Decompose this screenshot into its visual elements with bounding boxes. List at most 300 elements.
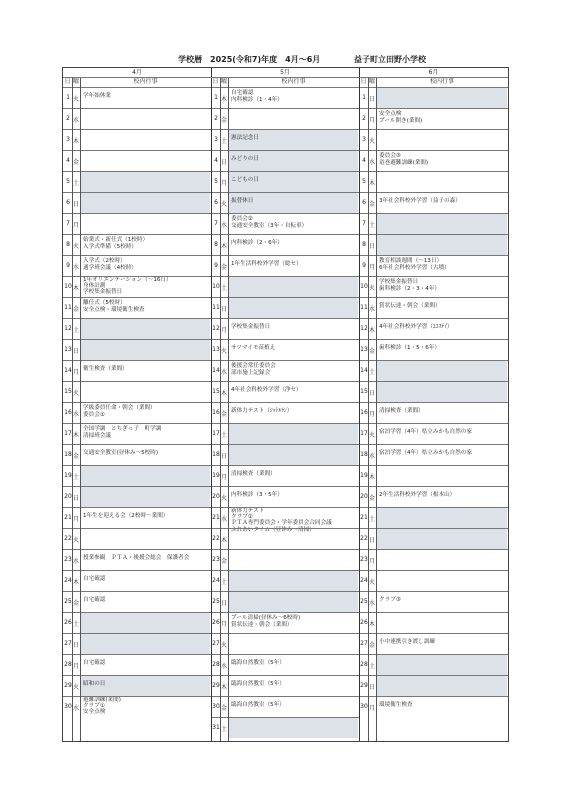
day-number: 18 xyxy=(212,451,220,458)
weekday: 火 xyxy=(220,201,227,208)
column-divider xyxy=(72,77,73,741)
weekday: 日 xyxy=(368,243,375,250)
day-number: 2 xyxy=(214,115,218,122)
day-number: 24 xyxy=(64,577,72,584)
day-number: 27 xyxy=(64,640,72,647)
event-text: 臨海自然教室（5年） xyxy=(231,660,285,667)
event-text: 清掃検査（業間） xyxy=(231,471,276,478)
row-divider xyxy=(63,696,211,697)
weekday: 土 xyxy=(220,285,227,292)
weekday: 水 xyxy=(220,369,227,376)
holiday-shading xyxy=(377,361,507,381)
row-divider xyxy=(359,171,508,172)
day-number: 13 xyxy=(360,346,368,353)
day-number: 17 xyxy=(212,430,220,437)
weekday-column-header: 曜 xyxy=(220,78,227,85)
row-divider xyxy=(211,507,359,508)
event-text: 学級委員任命・朝会（業間） 委員会① xyxy=(83,405,156,418)
event-text: 臨海自然教室（5年） xyxy=(231,681,285,688)
day-number: 3 xyxy=(214,136,218,143)
day-number: 30 xyxy=(212,703,220,710)
row-divider xyxy=(63,318,211,319)
day-number: 9 xyxy=(66,262,70,269)
day-number: 6 xyxy=(362,199,366,206)
weekday: 日 xyxy=(368,684,375,691)
event-text: こどもの日 xyxy=(231,177,259,184)
day-number: 4 xyxy=(66,157,70,164)
row-divider xyxy=(211,255,359,256)
row-divider xyxy=(359,276,508,277)
day-number: 12 xyxy=(212,325,220,332)
day-number: 18 xyxy=(64,451,72,458)
day-number: 7 xyxy=(214,220,218,227)
day-number: 9 xyxy=(362,262,366,269)
row-divider xyxy=(63,402,211,403)
weekday: 水 xyxy=(368,159,375,166)
row-divider xyxy=(63,234,211,235)
day-number: 19 xyxy=(360,472,368,479)
day-number: 21 xyxy=(64,514,72,521)
event-text: 1年生を迎える会（2校時～業間） xyxy=(83,513,169,520)
row-divider xyxy=(211,570,359,571)
weekday: 水 xyxy=(220,222,227,229)
weekday: 月 xyxy=(220,474,227,481)
row-divider xyxy=(359,675,508,676)
row-divider xyxy=(359,192,508,193)
holiday-shading xyxy=(229,445,358,465)
row-divider xyxy=(211,549,359,550)
event-text: 昭和の日 xyxy=(83,681,106,688)
event-text: 清掃検査（業間） xyxy=(379,408,424,415)
row-divider xyxy=(63,570,211,571)
weekday: 木 xyxy=(220,243,227,250)
weekday: 月 xyxy=(72,663,79,670)
day-number: 19 xyxy=(64,472,72,479)
event-text: 教育相談週間（～13日） 6年社会科校外学習（古墳） xyxy=(379,258,450,271)
day-number: 3 xyxy=(362,136,366,143)
weekday: 金 xyxy=(72,306,79,313)
day-number: 1 xyxy=(362,94,366,101)
weekday: 金 xyxy=(72,159,79,166)
row-divider xyxy=(211,171,359,172)
day-number: 12 xyxy=(64,325,72,332)
events-column-header: 校内行事 xyxy=(429,78,454,85)
day-number: 24 xyxy=(360,577,368,584)
day-number: 8 xyxy=(362,241,366,248)
day-number: 15 xyxy=(64,388,72,395)
holiday-shading xyxy=(229,718,358,738)
row-divider xyxy=(211,465,359,466)
day-number: 23 xyxy=(64,556,72,563)
day-number: 28 xyxy=(212,661,220,668)
event-text: 振替休日 xyxy=(231,198,254,205)
day-number: 26 xyxy=(64,619,72,626)
weekday: 水 xyxy=(72,558,79,565)
day-number: 29 xyxy=(212,682,220,689)
row-divider xyxy=(63,171,211,172)
holiday-shading xyxy=(81,340,210,360)
row-divider xyxy=(63,612,211,613)
row-divider xyxy=(359,234,508,235)
event-text: 自宅確認 xyxy=(83,597,106,604)
row-divider xyxy=(359,528,508,529)
month-divider xyxy=(211,68,212,741)
day-number: 14 xyxy=(212,367,220,374)
row-divider xyxy=(211,276,359,277)
column-divider xyxy=(80,77,81,741)
weekday: 日 xyxy=(72,348,79,355)
day-number: 12 xyxy=(360,325,368,332)
day-number: 6 xyxy=(214,199,218,206)
holiday-shading xyxy=(229,298,358,318)
weekday: 月 xyxy=(368,117,375,124)
event-text: 始業式・新任式（1校時） 入学式準備（5校時） xyxy=(83,237,149,250)
day-number: 11 xyxy=(64,304,72,311)
holiday-shading xyxy=(377,382,507,402)
day-number: 3 xyxy=(66,136,70,143)
school-calendar-table xyxy=(62,67,509,742)
weekday: 土 xyxy=(368,369,375,376)
event-text: 交通安全教室(昼休み～5校時) xyxy=(83,450,159,457)
day-number: 13 xyxy=(64,346,72,353)
row-divider xyxy=(211,612,359,613)
holiday-shading xyxy=(81,319,210,339)
row-divider xyxy=(211,717,359,718)
day-number: 9 xyxy=(214,262,218,269)
row-divider xyxy=(211,297,359,298)
weekday-column-header: 曜 xyxy=(368,78,375,85)
day-number: 27 xyxy=(212,640,220,647)
weekday: 土 xyxy=(72,474,79,481)
row-divider xyxy=(211,444,359,445)
day-number: 18 xyxy=(360,451,368,458)
row-divider xyxy=(359,213,508,214)
event-text: 自宅確認 xyxy=(83,576,106,583)
day-number: 14 xyxy=(64,367,72,374)
row-divider xyxy=(63,192,211,193)
row-divider xyxy=(211,87,359,88)
day-number: 29 xyxy=(360,682,368,689)
holiday-shading xyxy=(229,277,358,297)
weekday: 日 xyxy=(368,96,375,103)
day-number: 5 xyxy=(66,178,70,185)
row-divider xyxy=(359,654,508,655)
row-divider xyxy=(211,213,359,214)
day-number: 5 xyxy=(214,178,218,185)
weekday: 土 xyxy=(220,138,227,145)
row-divider xyxy=(63,654,211,655)
row-divider xyxy=(211,234,359,235)
holiday-shading xyxy=(229,592,358,612)
event-text: 宿泊学習（4年）県立みかも自然の家 xyxy=(379,450,473,457)
day-number: 27 xyxy=(360,640,368,647)
weekday: 金 xyxy=(368,495,375,502)
row-divider xyxy=(359,297,508,298)
event-text: 安全点検 プール開き(業間) xyxy=(379,111,423,124)
event-text: 4年社会科校外学習（ｴｺｽﾃｲ） xyxy=(379,324,453,331)
row-divider xyxy=(63,591,211,592)
event-text: 後援会常任委員会 部市施上記録会 xyxy=(231,363,276,376)
event-text: 臨海自然教室（5年） xyxy=(231,702,285,709)
row-divider xyxy=(359,465,508,466)
month-header: 6月 xyxy=(428,69,439,76)
event-text: 入学式（2校時） 通学班会議（4校時） xyxy=(83,258,137,271)
day-number: 31 xyxy=(212,724,220,731)
weekday: 金 xyxy=(368,348,375,355)
weekday: 日 xyxy=(220,453,227,460)
weekday: 土 xyxy=(220,579,227,586)
day-number: 25 xyxy=(212,598,220,605)
event-text: 学校集金振替日 歯科検診（2・3・4年） xyxy=(379,279,441,292)
holiday-shading xyxy=(377,508,507,528)
weekday: 月 xyxy=(220,327,227,334)
row-divider xyxy=(359,570,508,571)
event-text: 新体力テスト（ｼｬﾄﾙﾗﾝ） xyxy=(231,408,293,415)
event-text: 2年生活科校外学習（根本山） xyxy=(379,492,456,499)
row-divider xyxy=(63,150,211,151)
holiday-shading xyxy=(81,634,210,654)
holiday-shading xyxy=(377,235,507,255)
weekday: 火 xyxy=(72,96,79,103)
weekday: 水 xyxy=(72,411,79,418)
event-text: 内科検診（2・6年） xyxy=(231,240,283,247)
day-number: 23 xyxy=(360,556,368,563)
event-text: 授業参観 ＰＴＡ・後援会総会 保護者会 xyxy=(83,555,190,562)
event-text: 環境衛生検査 xyxy=(379,702,413,709)
holiday-shading xyxy=(81,487,210,507)
holiday-shading xyxy=(229,424,358,444)
event-text: 4年社会科校外学習（浄セ） xyxy=(231,387,302,394)
weekday: 土 xyxy=(368,663,375,670)
weekday: 木 xyxy=(72,138,79,145)
row-divider xyxy=(63,675,211,676)
row-divider xyxy=(211,402,359,403)
day-number: 21 xyxy=(360,514,368,521)
event-text: 内科検診（3・5年） xyxy=(231,492,283,499)
row-divider xyxy=(359,423,508,424)
day-number: 26 xyxy=(360,619,368,626)
weekday: 水 xyxy=(72,264,79,271)
day-number: 29 xyxy=(64,682,72,689)
day-number: 10 xyxy=(212,283,220,290)
weekday: 月 xyxy=(368,264,375,271)
weekday: 日 xyxy=(368,390,375,397)
column-divider xyxy=(368,77,369,741)
event-text: 3年社会科校外学習（益子の森） xyxy=(379,198,461,205)
weekday: 月 xyxy=(368,705,375,712)
row-divider xyxy=(359,87,508,88)
event-text: 全国学調 とちぎっ子 町学調 清掃班会議 xyxy=(83,426,162,439)
month-divider xyxy=(359,68,360,741)
weekday: 日 xyxy=(72,495,79,502)
day-column-header: 日 xyxy=(360,78,367,85)
school-name: 益子町立田野小学校 xyxy=(354,55,426,64)
holiday-shading xyxy=(229,571,358,591)
weekday: 金 xyxy=(220,117,227,124)
event-text: 憲法記念日 xyxy=(231,135,259,142)
row-divider xyxy=(63,339,211,340)
day-number: 11 xyxy=(360,304,368,311)
weekday: 月 xyxy=(368,558,375,565)
row-divider xyxy=(211,528,359,529)
weekday: 日 xyxy=(220,159,227,166)
holiday-shading xyxy=(81,613,210,633)
event-text: 委員会② 交通安全教室（3年・自転車） xyxy=(231,216,308,229)
day-number: 13 xyxy=(212,346,220,353)
weekday-column-header: 曜 xyxy=(72,78,79,85)
row-divider xyxy=(211,129,359,130)
weekday: 水 xyxy=(368,453,375,460)
weekday: 土 xyxy=(368,222,375,229)
event-text: プール清掃(昼休み～6校時) 賞状伝達・朝会（業間） xyxy=(231,615,301,628)
row-divider xyxy=(63,213,211,214)
weekday: 月 xyxy=(220,621,227,628)
event-text: 宿泊学習（4年）県立みかも自然の家 xyxy=(379,429,473,436)
weekday: 木 xyxy=(368,474,375,481)
column-divider xyxy=(376,77,377,741)
day-column-header: 日 xyxy=(64,78,71,85)
weekday: 金 xyxy=(72,453,79,460)
weekday: 金 xyxy=(220,705,227,712)
row-divider xyxy=(211,339,359,340)
day-number: 17 xyxy=(64,430,72,437)
row-divider xyxy=(211,150,359,151)
weekday: 水 xyxy=(368,306,375,313)
day-number: 22 xyxy=(64,535,72,542)
event-text: みどりの日 xyxy=(231,156,259,163)
event-text: クラブ③ xyxy=(379,597,401,604)
day-number: 25 xyxy=(64,598,72,605)
month-header: 4月 xyxy=(132,69,142,76)
row-divider xyxy=(63,486,211,487)
weekday: 木 xyxy=(220,96,227,103)
weekday: 木 xyxy=(72,285,79,292)
row-divider xyxy=(211,318,359,319)
row-divider xyxy=(63,297,211,298)
event-text: 学年始休業 xyxy=(83,93,111,100)
day-number: 28 xyxy=(64,661,72,668)
weekday: 火 xyxy=(72,684,79,691)
weekday: 金 xyxy=(368,642,375,649)
weekday: 火 xyxy=(368,285,375,292)
event-text: 衛生検査（業間） xyxy=(83,366,128,373)
day-number: 7 xyxy=(66,220,70,227)
weekday: 土 xyxy=(220,432,227,439)
weekday: 木 xyxy=(368,327,375,334)
weekday: 木 xyxy=(220,684,227,691)
day-number: 8 xyxy=(66,241,70,248)
weekday: 火 xyxy=(72,390,79,397)
day-number: 17 xyxy=(360,430,368,437)
row-divider xyxy=(359,255,508,256)
day-number: 22 xyxy=(360,535,368,542)
row-divider xyxy=(211,423,359,424)
row-divider xyxy=(359,696,508,697)
row-divider xyxy=(359,591,508,592)
holiday-shading xyxy=(377,529,507,549)
row-divider xyxy=(211,591,359,592)
weekday: 火 xyxy=(220,495,227,502)
row-divider xyxy=(211,192,359,193)
row-divider xyxy=(211,108,359,109)
document-title: 学校暦 2025(令和7)年度 4月～6月 xyxy=(178,55,321,64)
day-number: 4 xyxy=(214,157,218,164)
holiday-shading xyxy=(377,88,507,108)
event-text: 1年オリエンテーション（～16日） 身体計測 学校集金振替日 xyxy=(83,276,172,296)
weekday: 水 xyxy=(72,705,79,712)
weekday: 土 xyxy=(72,327,79,334)
day-number: 26 xyxy=(212,619,220,626)
weekday: 木 xyxy=(368,621,375,628)
row-divider xyxy=(63,423,211,424)
weekday: 火 xyxy=(72,537,79,544)
row-divider xyxy=(211,696,359,697)
event-text: 離任式（5校時） 安全点検・環境衛生検査 xyxy=(83,300,145,313)
weekday: 火 xyxy=(72,243,79,250)
row-divider xyxy=(359,108,508,109)
holiday-shading xyxy=(81,172,210,192)
day-number: 4 xyxy=(362,157,366,164)
weekday: 金 xyxy=(220,558,227,565)
row-divider xyxy=(63,549,211,550)
day-number: 14 xyxy=(360,367,368,374)
holiday-shading xyxy=(377,655,507,675)
weekday: 月 xyxy=(368,411,375,418)
day-number: 15 xyxy=(360,388,368,395)
row-divider xyxy=(211,486,359,487)
weekday: 日 xyxy=(72,642,79,649)
day-number: 8 xyxy=(214,241,218,248)
day-number: 1 xyxy=(66,94,70,101)
row-divider xyxy=(63,276,211,277)
weekday: 木 xyxy=(72,579,79,586)
row-divider xyxy=(63,360,211,361)
row-divider xyxy=(359,150,508,151)
header-divider xyxy=(63,77,508,78)
event-text: サツマイモ苗植え xyxy=(231,345,276,352)
column-divider xyxy=(220,77,221,741)
events-column-header: 校内行事 xyxy=(281,78,306,85)
weekday: 火 xyxy=(220,348,227,355)
events-column-header: 校内行事 xyxy=(133,78,158,85)
event-text: 自宅確認 xyxy=(83,660,106,667)
day-number: 1 xyxy=(214,94,218,101)
weekday: 日 xyxy=(72,201,79,208)
event-text: 小中連携引き渡し訓練 xyxy=(379,639,435,646)
day-number: 5 xyxy=(362,178,366,185)
weekday: 木 xyxy=(72,432,79,439)
day-number: 28 xyxy=(360,661,368,668)
day-number: 21 xyxy=(212,514,220,521)
day-number: 30 xyxy=(360,703,368,710)
day-number: 7 xyxy=(362,220,366,227)
row-divider xyxy=(63,108,211,109)
day-number: 16 xyxy=(64,409,72,416)
day-number: 30 xyxy=(64,703,72,710)
weekday: 木 xyxy=(368,180,375,187)
row-divider xyxy=(63,381,211,382)
weekday: 月 xyxy=(220,180,227,187)
weekday: 日 xyxy=(220,600,227,607)
row-divider xyxy=(359,633,508,634)
weekday: 金 xyxy=(220,411,227,418)
row-divider xyxy=(211,675,359,676)
row-divider xyxy=(211,654,359,655)
row-divider xyxy=(359,402,508,403)
month-header: 5月 xyxy=(280,69,290,76)
weekday: 日 xyxy=(368,537,375,544)
row-divider xyxy=(359,381,508,382)
